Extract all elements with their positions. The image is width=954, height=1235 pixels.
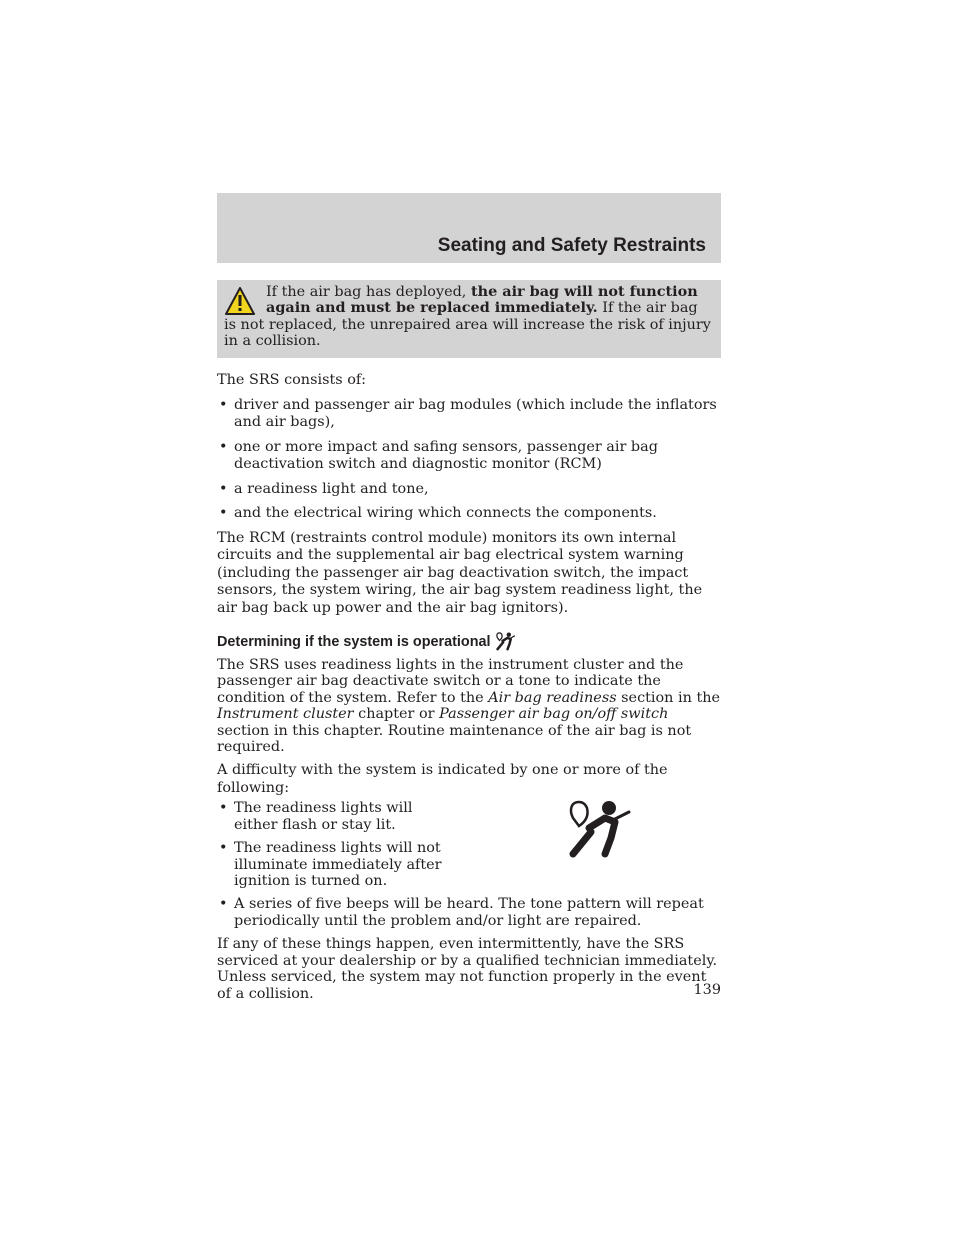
difficulty-list-continued: [217, 896, 721, 929]
list-item: • a readiness light and tone,: [217, 481, 721, 499]
srs-intro: The SRS consists of:: [217, 372, 367, 388]
difficulty-block: [217, 800, 721, 929]
difficulty-intro: A difficulty with the system is indicated by one or more of the following:: [217, 762, 668, 796]
list-item: • and the electrical wiring which connects the components.: [217, 505, 721, 523]
section-heading: Determining if the system is operational: [217, 631, 721, 651]
rcm-paragraph: The RCM (restraints control module) monitors its own internal circuits and the supplemental air bag electrical system warning (including the passenger air bag deactivation switch, the impact sensors, the system wiring, the air bag system readiness light, the air bag back up power and the air bag ignitors).: [217, 529, 703, 616]
list-item: • The readiness lights will not illuminate immediately after ignition is turned on.: [217, 840, 454, 889]
airbag-readiness-icon: [565, 798, 635, 858]
closing-paragraph: If any of these things happen, even intermittently, have the SRS serviced at your dealership or by a qualified technician immediately. Unless serviced, the system may not function properly in the event of a collision.: [217, 936, 718, 1002]
difficulty-list: [217, 800, 721, 889]
readiness-paragraph: The SRS uses readiness lights in the instrument cluster and the passenger air bag deactivate switch or a tone to indicate the condition of the system. Refer to the Air bag readiness section in the Instrument cluster chapter or Passenger air bag on/off switch section in this chapter. Routine maintenance of the air bag is not required.: [217, 657, 721, 756]
warning-box: [217, 280, 721, 358]
warning-triangle-icon: [224, 286, 256, 316]
list-item: • one or more impact and safing sensors, passenger air bag deactivation switch and diagnostic monitor (RCM): [217, 439, 721, 474]
page-title: Seating and Safety Restraints: [437, 235, 706, 256]
list-item: • The readiness lights will either flash or stay lit.: [217, 800, 454, 833]
srs-components-list: [217, 397, 721, 523]
page-number: 139: [693, 982, 721, 998]
header-band: [217, 193, 721, 263]
list-item: • driver and passenger air bag modules (which include the inflators and air bags),: [217, 397, 721, 432]
list-item: • A series of five beeps will be heard. The tone pattern will repeat periodically until the problem and/or light are repaired.: [217, 896, 721, 929]
airbag-readiness-icon: [495, 631, 517, 651]
warning-text: If the air bag has deployed, the air bag will not function again and must be replaced immediately. If the air bag is not replaced, the unrepaired area will increase the risk of injury in a collision.: [224, 283, 711, 350]
main-content: [217, 372, 721, 1009]
